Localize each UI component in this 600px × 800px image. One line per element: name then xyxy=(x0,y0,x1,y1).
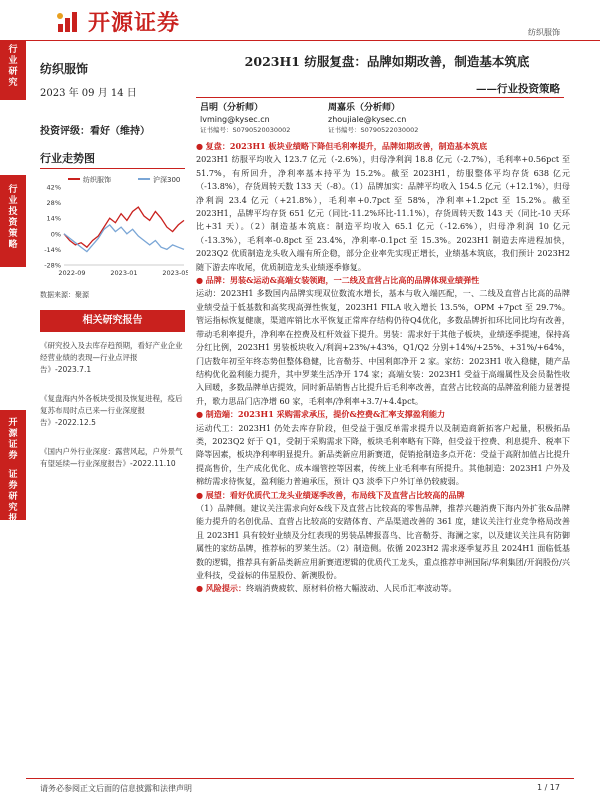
trend-chart-title: 行业走势图 xyxy=(40,152,95,165)
analyst-cert: 证书编号：S0790520030002 xyxy=(200,126,291,134)
series-line xyxy=(64,225,184,252)
industry-name: 纺织服饰 xyxy=(40,62,89,76)
para-review-cont: 实：品牌平均收入 154.5 亿元（+12.1%），归母净利润 23.4 亿元（+21.8%），毛利率+0.7pct 至 58%，净利率+1.2pct 至 15.2%。截至 2023H1，品牌平均存货 651 亿元（同比-11.2%环比-11.1%），存货周转天数 143 天（同比-10 天环比+31 天）。（2）制造基本筑底：制造平均收入 65.1 亿元（-12.6%），归母净利润 10 亿元（-13.3%），毛利率-0.8pct 至 23.4%，净利率-0.1pct 至 15.3%。2023H1 制造去库进程加快，2023Q2 优质制造龙头收入端有所企稳，部分企业率先实现正增长，业绩基本筑底，我们预计 2023H2 随下游去库收尾，优质制造龙头业绩逐季修复。 xyxy=(196,181,570,272)
trend-chart xyxy=(38,173,188,283)
related-report-3[interactable]: 《国内户外行业深度：露营风起，户外景气有望延续—行业深度报告》-2022.11.10 xyxy=(40,447,183,468)
analyst-name: 周嘉乐（分析师） xyxy=(328,103,401,113)
legend-label: 沪深300 xyxy=(153,176,181,184)
bullet-icon: ● xyxy=(196,275,204,286)
related-report-1[interactable]: 《研究投入及去库存趋预期，看好产业企业经营业绩的表现—行业点评报告》-2023.7.1 xyxy=(40,341,183,374)
trend-divider xyxy=(40,168,185,169)
footer-disclaimer: 请务必参阅正文后面的信息披露和法律声明 xyxy=(40,784,192,793)
series-line xyxy=(64,207,184,247)
report-date: 2023 年 09 月 14 日 xyxy=(40,88,137,99)
summary-heading-outlook: 展望：看好优质代工龙头业绩逐季改善，布局线下及直营占比较高的品牌 xyxy=(205,489,465,500)
footer-divider xyxy=(26,778,574,779)
summary-heading-manufacturing: 制造端：2023H1 采购需求承压，提价&控费&汇率支撑盈利能力 xyxy=(205,409,446,420)
bullet-icon: ● xyxy=(196,489,204,500)
risk-text: 终端消费疲软、原材料价格大幅波动、人民币汇率波动等。 xyxy=(246,583,457,594)
y-tick-label: -28% xyxy=(44,261,61,270)
header-category: 纺织服饰 xyxy=(528,28,560,37)
side-text-strategy: 行 业 投 资 策 略 xyxy=(8,185,18,250)
para-outlook: （1）品牌侧。建议关注需求向好&线下及直营占比较高的零售品牌，推荐兴趣消费下海内外扩张&品牌能力提升的名创优品、直营占比较高的安踏体育、产品渠道改善的 361 度，建议关注行业竞争格局改善且 2023H1 具有较好业绩及分红表现的男装品牌报喜鸟、比音勒芬、海澜之家，以及建议关注具有防御属性的家纺品牌，推荐标的罗莱生活。（2）制造侧。依循 2023H2 需求逐季复苏且 2024H1 面临低基数的逻辑，推荐具有新品类新应用新赛道逻辑的优质代工龙头，重点推荐申洲国际/华利集团/开润股份/兴业科技，受益标的伟星股份、新澳股份。 xyxy=(196,502,570,580)
summary-heading-review: 复盘：2023H1 板块业绩略下降但毛利率提升，品牌如期改善，制造基本筑底 xyxy=(205,141,488,151)
report-title: 2023H1 纺服复盘：品牌如期改善，制造基本筑底 xyxy=(244,54,530,69)
logo-text: 开源证券 xyxy=(88,10,181,36)
para-brand: 运动：2023H1 多数国内品牌实现双位数流水增长，基本与收入端匹配，一、二线及直营占比高的品牌业绩受益于低基数和高奖现高弹性恢复，2023H1 FILA 收入增长 13.5%，OPM +7pct 至 29.7%。管运指标恢复健康，渠道库销比水平恢复正常库存结构仍待Q4优化，多数品牌折扣环比同比均有改善，带动毛利率提升，净利率在控费及杠杆效益下提升。男装：需求好于其他子板块，业绩逐季提速，保持高分红比例，2023H1 男装板块收入/利润+23%/+43%，Q1/Q2 分别+14%/+25%、+31%/+64%，门店数年初至年终态势但整体稳健，比音勒芬、中国利郎净开 2 家。家纺：2023H1 收入稳健，随产品结构优化盈利能力提升，其中罗莱生活净开 174 家；高端女装：2023H1 受益于高端属性及会员黏性收入回暖，多数品牌单店提效，同时新品销售占比提升后毛利率改善，直营占比较高的品牌盈利能力显著提升，歌力思品门店净增 60 家，毛利率/净利率+3.7/+4.4pct。 xyxy=(196,288,570,406)
header-divider xyxy=(0,40,600,41)
x-tick-label: 2022-09 xyxy=(58,269,86,277)
x-tick-label: 2023-01 xyxy=(110,269,138,277)
bullet-icon: ● xyxy=(196,583,204,594)
chart-source: 数据来源：聚源 xyxy=(40,291,89,299)
investment-rating: 投资评级：看好（维持） xyxy=(40,126,150,137)
legend-label: 纺织服饰 xyxy=(83,176,111,184)
analyst-name: 吕明（分析师） xyxy=(200,103,264,113)
y-tick-label: 14% xyxy=(46,214,61,223)
y-tick-label: 28% xyxy=(46,199,61,208)
title-divider xyxy=(196,97,564,98)
para-manufacturing: 运动代工：2023H1 仍处去库存阶段，但受益于强反单需求提升以及制造商新拓客户起量，积极拓品类，2023Q2 好于 Q1，受制于采购需求下降，板块毛利率略有下降，但受益于控费、利息提升、税率下降等因素，板块净利率明显提升。新品类新应用新赛道，促销抢制造多点开花：受益于高附加值占比提升提高售价，生产成化优化、成本端管控等因素，传统上业毛利率有所提升。其他制造：2023H1 户外及棉纺需求待恢复，盈利能力普遍承压，预计 Q3 淡季下户外订单仍较疲弱。 xyxy=(196,422,570,487)
related-reports-header: 相关研究报告 xyxy=(40,310,185,332)
analyst-cert: 证书编号：S0790522030002 xyxy=(328,126,419,134)
analyst-card-1 xyxy=(200,103,290,136)
logo-icon xyxy=(56,10,82,32)
analyst-email[interactable]: lvming@kysec.cn xyxy=(200,115,270,124)
side-text-research: 行 业 研 究 xyxy=(8,45,18,88)
related-report-2[interactable]: 《复盘海内外各板块受损及恢复进程，疫后复苏布局时点已来—行业深度报告》-2022.12.5 xyxy=(40,394,183,427)
report-body xyxy=(196,140,570,596)
risk-heading: 风险提示： xyxy=(205,583,247,594)
summary-heading-brand: 品牌：男装&运动&高端女装领跑，一二线及直营占比高的品牌体现业绩弹性 xyxy=(205,275,480,286)
para-review: 2023H1 纺服平均收入 123.7 亿元（-2.6%），归母净利润 18.8 亿元（-2.7%），毛利率+0.56pct 至 51.7%，有所回升，净利率基本持平为 15.2%。截至 2023H1，纺服整体平均存货 638 亿元（-13.8%），存货周转天数 133 天（-8）。（1）品牌加 xyxy=(196,154,570,192)
bullet-icon: ● xyxy=(196,141,204,151)
y-tick-label: 42% xyxy=(46,183,61,192)
side-text-brand: 开 源 证 券 xyxy=(8,418,18,461)
y-tick-label: -14% xyxy=(44,245,61,254)
page-number: 1 / 17 xyxy=(536,783,560,792)
analyst-email[interactable]: zhoujiale@kysec.cn xyxy=(328,115,407,124)
company-logo xyxy=(56,8,180,34)
analyst-card-2 xyxy=(328,103,418,136)
side-text-report: 证 券 研 究 报 告 xyxy=(8,470,18,535)
y-tick-label: 0% xyxy=(50,230,61,239)
bullet-icon: ● xyxy=(196,409,204,420)
report-subtitle: ——行业投资策略 xyxy=(476,83,560,95)
x-tick-label: 2023-05 xyxy=(162,269,188,277)
